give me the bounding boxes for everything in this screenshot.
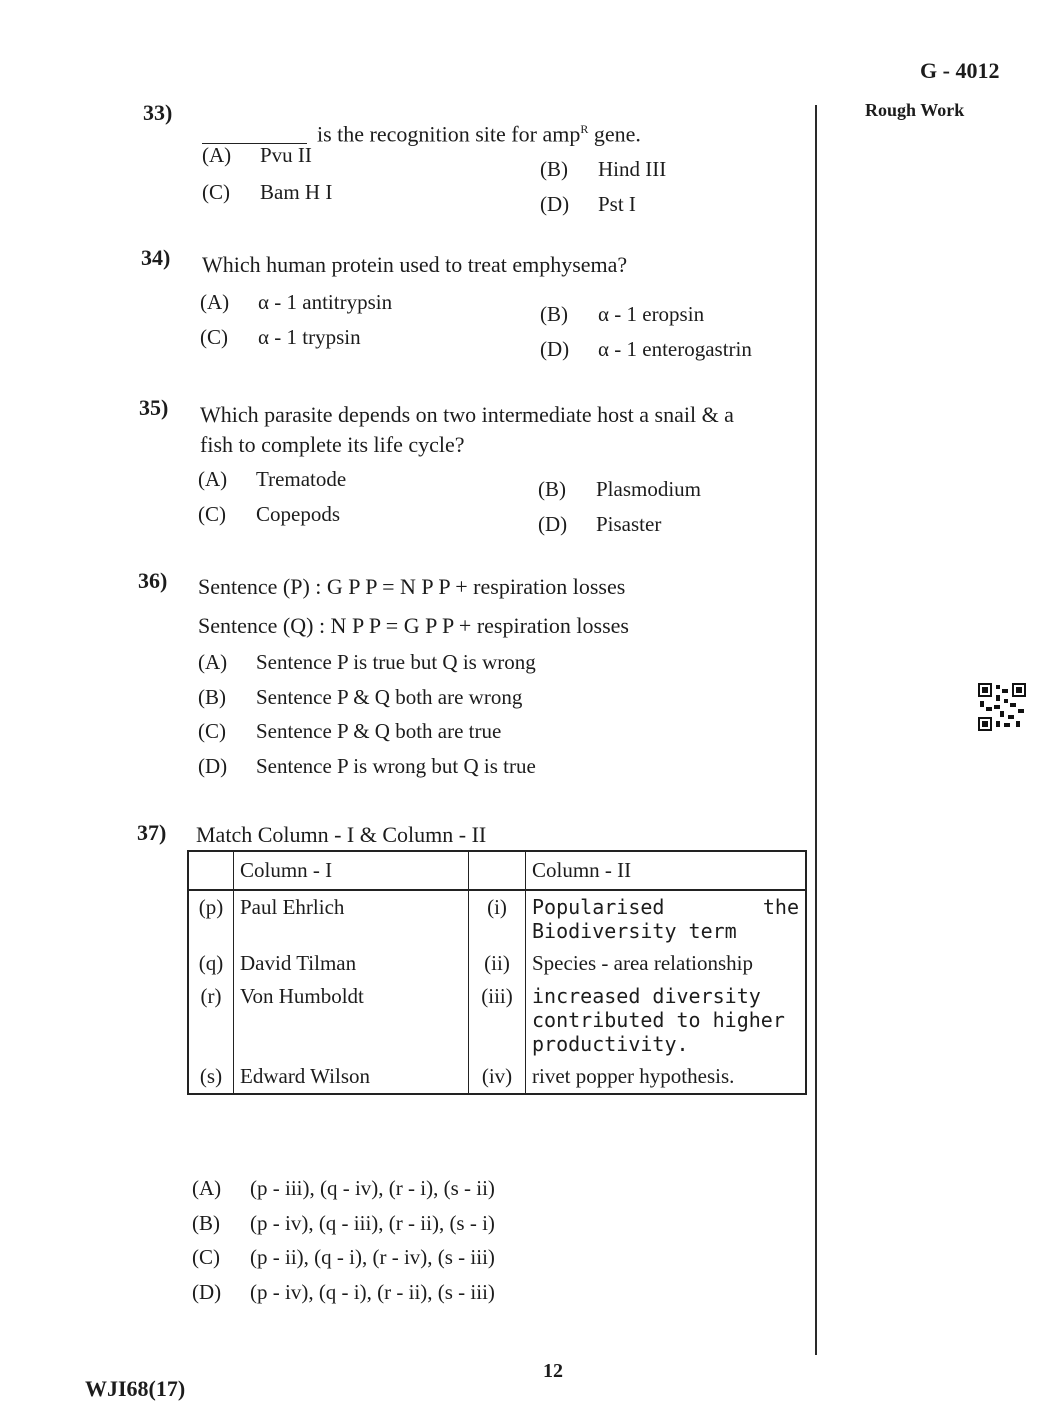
option-c[interactable]: (C) Sentence P & Q both are true	[198, 719, 502, 743]
option-c[interactable]: (C) (p - ii), (q - i), (r - iv), (s - iii)	[192, 1245, 495, 1269]
option-a[interactable]: (A) Pvu II	[202, 143, 312, 167]
column-1-header: Column - I	[234, 851, 469, 890]
option-d[interactable]: (D) (p - iv), (q - i), (r - ii), (s - iii)	[192, 1280, 495, 1304]
qr-code-icon	[978, 683, 1026, 731]
table-header-row	[188, 851, 806, 890]
option-d[interactable]: (D) Pisaster	[538, 512, 662, 536]
option-b[interactable]: (B) Hind III	[540, 157, 667, 181]
option-b[interactable]: (B) α - 1 eropsin	[540, 302, 705, 326]
table-row: (p) Paul Ehrlich (i) Popularised the Biodiversity term	[188, 890, 806, 947]
option-a[interactable]: (A) Trematode	[198, 467, 347, 491]
option-a[interactable]: (A) α - 1 antitrypsin	[200, 290, 393, 314]
question-stem: Which human protein used to treat emphysema?	[202, 252, 628, 277]
paper-code-header: G - 4012	[920, 58, 1000, 83]
option-d[interactable]: (D) Sentence P is wrong but Q is true	[198, 754, 536, 778]
column-2-header: Column - II	[526, 851, 807, 890]
table-row: (r) Von Humboldt (iii) increased diversity contributed to higher productivity.	[188, 980, 806, 1060]
option-a[interactable]: (A) (p - iii), (q - iv), (r - i), (s - ii)	[192, 1176, 495, 1200]
sentence-p: Sentence (P) : G P P = N P P + respiration losses	[198, 574, 626, 599]
option-a[interactable]: (A) Sentence P is true but Q is wrong	[198, 650, 536, 674]
table-row: (q) David Tilman (ii) Species - area relationship	[188, 947, 806, 980]
question-number: 35)	[139, 395, 169, 420]
question-number: 33)	[143, 100, 173, 125]
match-table	[187, 850, 807, 1095]
option-d[interactable]: (D) α - 1 enterogastrin	[540, 337, 752, 361]
question-stem-line1: Which parasite depends on two intermediate host a snail & a	[200, 402, 734, 427]
option-b[interactable]: (B) Plasmodium	[538, 477, 702, 501]
question-number: 37)	[137, 820, 167, 845]
rough-work-label: Rough Work	[865, 100, 965, 120]
question-stem: is the recognition site for amp$^R$ gene.	[202, 114, 641, 149]
question-stem-line2: fish to complete its life cycle?	[200, 432, 465, 457]
option-d[interactable]: (D) Pst I	[540, 192, 636, 216]
page-number: 12	[543, 1360, 563, 1382]
option-b[interactable]: (B) (p - iv), (q - iii), (r - ii), (s - i)	[192, 1211, 495, 1235]
table-row: (s) Edward Wilson (iv) rivet popper hypothesis.	[188, 1060, 806, 1094]
rough-work-divider	[815, 105, 817, 1355]
option-c[interactable]: (C) α - 1 trypsin	[200, 325, 361, 349]
question-number: 34)	[141, 245, 171, 270]
option-c[interactable]: (C) Copepods	[198, 502, 340, 526]
paper-code-footer: WJI68(17)	[85, 1376, 186, 1401]
option-b[interactable]: (B) Sentence P & Q both are wrong	[198, 685, 523, 709]
question-stem: Match Column - I & Column - II	[196, 822, 487, 847]
sentence-q: Sentence (Q) : N P P = G P P + respiration losses	[198, 613, 629, 638]
question-number: 36)	[138, 568, 168, 593]
fill-blank	[202, 129, 307, 144]
option-c[interactable]: (C) Bam H I	[202, 180, 333, 204]
